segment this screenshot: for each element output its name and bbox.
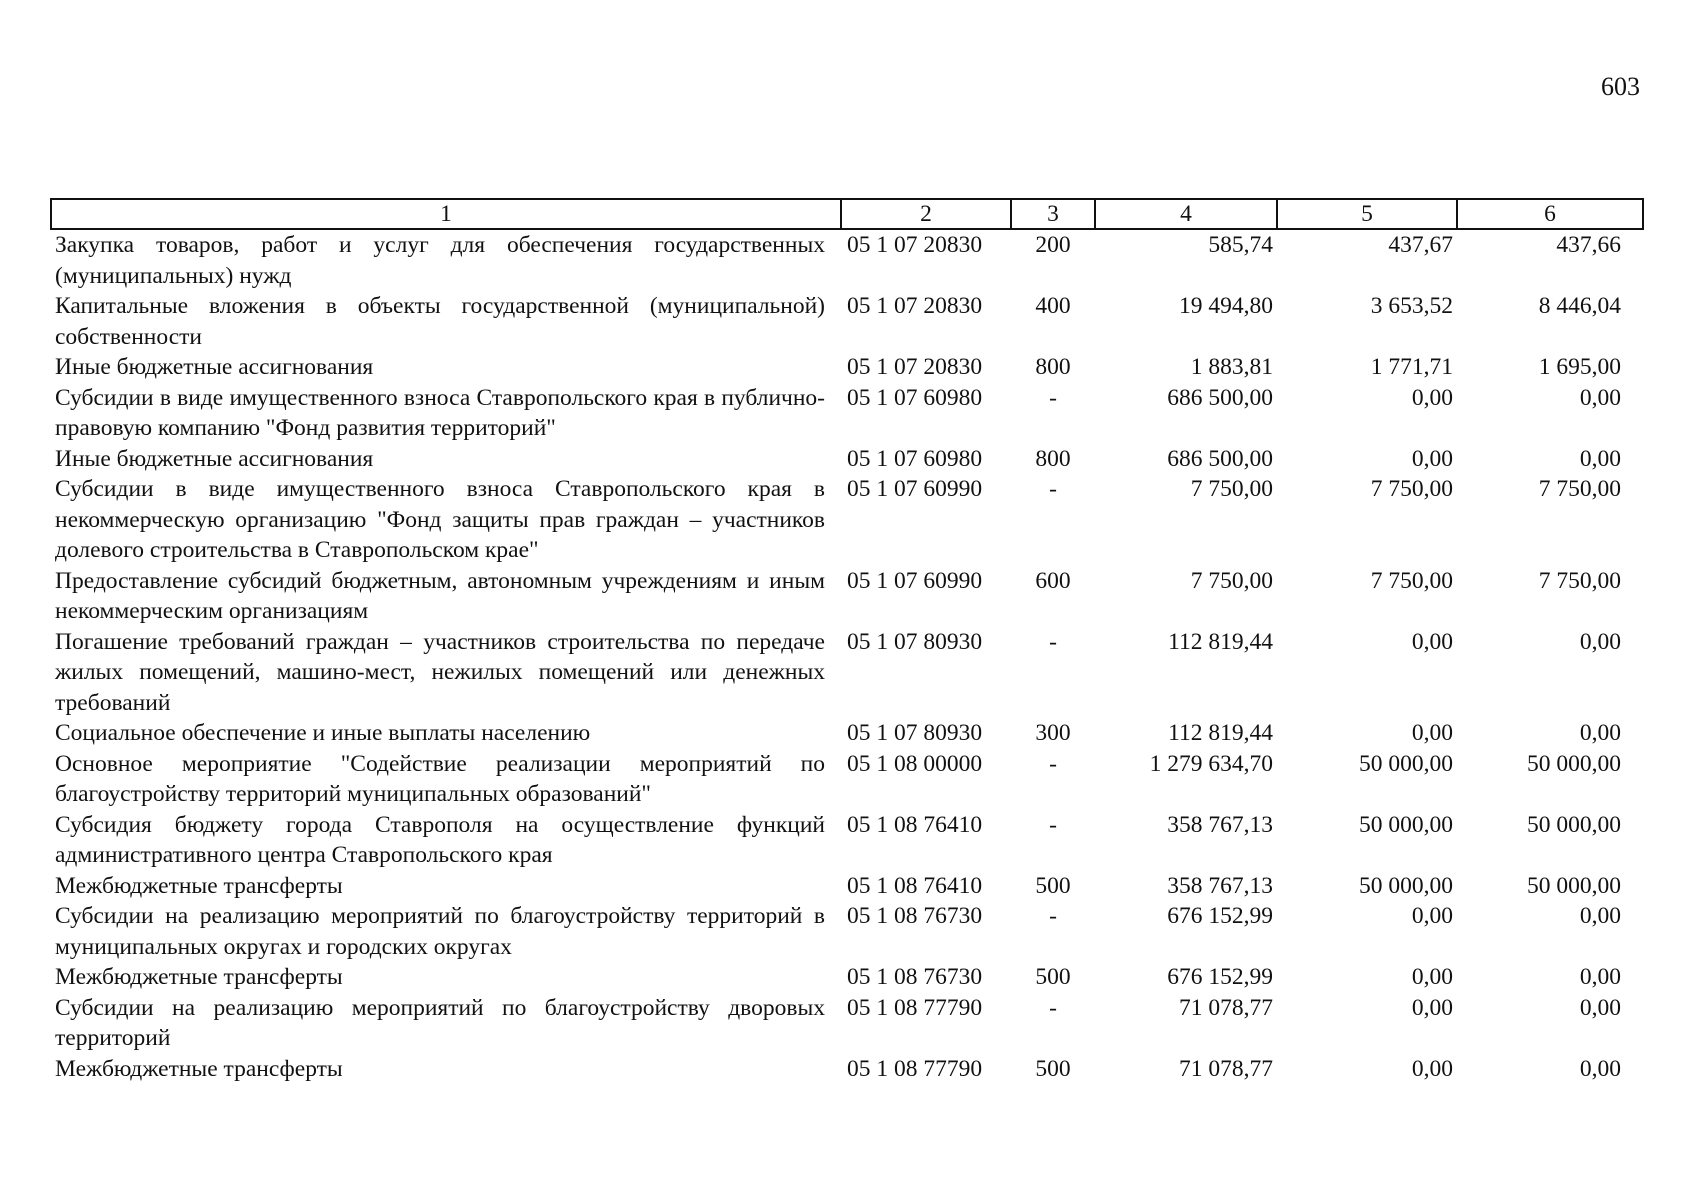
row-expense-type: 500	[1035, 872, 1071, 899]
row-amount-col-5: 7 750,00	[1370, 567, 1453, 594]
row-classification-code: 05 1 07 20830	[847, 293, 983, 319]
row-amount-col-4: 71 078,77	[1179, 1055, 1273, 1082]
row-classification-code: 05 1 08 76730	[847, 964, 983, 990]
header-col-4: 4	[1095, 199, 1277, 229]
row-amount-col-5: 1 771,71	[1370, 354, 1453, 380]
row-amount-col-4: 112 819,44	[1168, 720, 1273, 746]
budget-table	[50, 198, 1644, 1084]
header-col-3: 3	[1011, 199, 1095, 229]
row-description: Межбюджетные трансферты	[55, 964, 343, 990]
table-row	[51, 444, 1643, 475]
row-expense-type: -	[1049, 903, 1057, 929]
row-classification-code: 05 1 08 77790	[847, 994, 983, 1021]
row-amount-col-4: 585,74	[1208, 232, 1273, 258]
table-row	[51, 352, 1643, 383]
row-amount-col-4: 676 152,99	[1167, 964, 1273, 990]
table-row	[51, 1054, 1643, 1085]
row-classification-code: 05 1 08 76410	[847, 872, 983, 899]
row-description: Капитальные вложения в объекты государственной (муниципальной) собственности	[55, 293, 825, 350]
row-amount-col-5: 0,00	[1411, 903, 1453, 929]
row-classification-code: 05 1 07 60980	[847, 384, 983, 411]
row-description: Межбюджетные трансферты	[55, 1055, 343, 1082]
row-classification-code: 05 1 07 60990	[847, 476, 983, 502]
row-amount-col-6: 7 750,00	[1538, 567, 1621, 594]
row-description: Закупка товаров, работ и услуг для обеспечения государственных (муниципальных) нужд	[55, 232, 825, 289]
row-description: Иные бюджетные ассигнования	[55, 445, 374, 472]
page-number: 603	[1601, 72, 1640, 101]
row-expense-type: 300	[1035, 720, 1071, 746]
row-description: Основное мероприятие "Содействие реализации мероприятий по благоустройству территорий муниципальных образований"	[55, 750, 825, 807]
row-amount-col-5: 50 000,00	[1359, 750, 1453, 777]
row-amount-col-4: 686 500,00	[1167, 384, 1273, 411]
row-expense-type: -	[1049, 384, 1057, 411]
row-expense-type: 600	[1035, 567, 1071, 594]
row-amount-col-6: 0,00	[1579, 628, 1621, 655]
row-amount-col-4: 1 279 634,70	[1149, 750, 1273, 777]
row-amount-col-4: 7 750,00	[1190, 567, 1273, 594]
header-row	[51, 199, 1643, 229]
row-expense-type: -	[1049, 476, 1057, 502]
row-description: Межбюджетные трансферты	[55, 872, 343, 899]
row-expense-type: -	[1049, 628, 1057, 655]
header-col-5: 5	[1277, 199, 1457, 229]
table-row	[51, 718, 1643, 749]
row-amount-col-5: 0,00	[1411, 720, 1453, 746]
row-classification-code: 05 1 08 77790	[847, 1055, 983, 1082]
row-expense-type: 400	[1035, 293, 1071, 319]
row-amount-col-6: 7 750,00	[1538, 476, 1621, 502]
row-amount-col-6: 0,00	[1579, 384, 1621, 411]
row-description: Субсидии на реализацию мероприятий по благоустройству дворовых территорий	[55, 994, 825, 1051]
row-amount-col-6: 50 000,00	[1527, 872, 1621, 899]
row-amount-col-6: 437,66	[1556, 232, 1621, 258]
row-description: Субсидия бюджету города Ставрополя на осуществление функций административного центра Ставропольского края	[55, 811, 825, 868]
row-amount-col-5: 7 750,00	[1370, 476, 1453, 502]
row-amount-col-6: 0,00	[1579, 994, 1621, 1021]
row-classification-code: 05 1 08 00000	[847, 750, 983, 777]
row-description: Субсидии в виде имущественного взноса Ставропольского края в публично-правовую компанию "Фонд развития территорий"	[55, 384, 825, 441]
table-row	[51, 901, 1643, 962]
row-expense-type: 500	[1035, 1055, 1071, 1082]
row-amount-col-4: 1 883,81	[1190, 354, 1273, 380]
row-amount-col-6: 0,00	[1579, 720, 1621, 746]
row-amount-col-4: 676 152,99	[1167, 903, 1273, 929]
row-description: Социальное обеспечение и иные выплаты населению	[55, 720, 591, 746]
row-amount-col-4: 7 750,00	[1190, 476, 1273, 502]
row-classification-code: 05 1 07 20830	[847, 354, 983, 380]
row-amount-col-5: 0,00	[1411, 384, 1453, 411]
row-amount-col-6: 0,00	[1579, 964, 1621, 990]
table-row	[51, 810, 1643, 871]
row-amount-col-5: 0,00	[1411, 628, 1453, 655]
row-amount-col-6: 0,00	[1579, 1055, 1621, 1082]
row-description: Субсидии на реализацию мероприятий по благоустройству территорий в муниципальных округах и городских округах	[55, 903, 825, 960]
row-description: Погашение требований граждан – участников строительства по передаче жилых помещений, машино-мест, нежилых помещений или денежных требований	[55, 628, 825, 716]
row-amount-col-6: 0,00	[1579, 903, 1621, 929]
table-row	[51, 229, 1643, 291]
row-amount-col-5: 0,00	[1411, 994, 1453, 1021]
row-expense-type: -	[1049, 994, 1057, 1021]
row-expense-type: 500	[1035, 964, 1071, 990]
table-row	[51, 749, 1643, 810]
row-amount-col-6: 50 000,00	[1527, 750, 1621, 777]
row-amount-col-6: 8 446,04	[1538, 293, 1621, 319]
row-classification-code: 05 1 07 20830	[847, 232, 983, 258]
row-classification-code: 05 1 07 80930	[847, 720, 983, 746]
row-amount-col-4: 686 500,00	[1167, 445, 1273, 472]
header-col-1: 1	[51, 199, 841, 229]
row-classification-code: 05 1 08 76410	[847, 811, 983, 838]
row-amount-col-4: 112 819,44	[1168, 628, 1273, 655]
row-expense-type: 800	[1035, 354, 1071, 380]
table-row	[51, 291, 1643, 352]
row-amount-col-5: 0,00	[1411, 964, 1453, 990]
row-description: Иные бюджетные ассигнования	[55, 354, 374, 380]
row-expense-type: -	[1049, 750, 1057, 777]
row-amount-col-5: 437,67	[1388, 232, 1453, 258]
table-row	[51, 993, 1643, 1054]
row-classification-code: 05 1 08 76730	[847, 903, 983, 929]
row-amount-col-6: 1 695,00	[1538, 354, 1621, 380]
row-expense-type: -	[1049, 811, 1057, 838]
row-expense-type: 200	[1035, 232, 1071, 258]
row-amount-col-5: 50 000,00	[1359, 872, 1453, 899]
row-amount-col-4: 358 767,13	[1167, 811, 1273, 838]
table-row	[51, 566, 1643, 627]
row-classification-code: 05 1 07 60990	[847, 567, 983, 594]
table-row	[51, 962, 1643, 993]
row-amount-col-6: 50 000,00	[1527, 811, 1621, 838]
row-expense-type: 800	[1035, 445, 1071, 472]
row-amount-col-4: 71 078,77	[1179, 994, 1273, 1021]
row-amount-col-6: 0,00	[1579, 445, 1621, 472]
row-amount-col-5: 50 000,00	[1359, 811, 1453, 838]
header-col-2: 2	[841, 199, 1011, 229]
row-amount-col-4: 19 494,80	[1179, 293, 1273, 319]
table-row	[51, 627, 1643, 719]
table-body	[51, 229, 1643, 1084]
table-row	[51, 871, 1643, 902]
row-amount-col-4: 358 767,13	[1167, 872, 1273, 899]
row-amount-col-5: 0,00	[1411, 445, 1453, 472]
table-header	[51, 199, 1643, 229]
row-classification-code: 05 1 07 80930	[847, 628, 983, 655]
table-row	[51, 383, 1643, 444]
row-description: Предоставление субсидий бюджетным, автономным учреждениям и иным некоммерческим организациям	[55, 567, 825, 624]
table-row	[51, 474, 1643, 566]
row-amount-col-5: 3 653,52	[1370, 293, 1453, 319]
row-description: Субсидии в виде имущественного взноса Ставропольского края в некоммерческую организацию "Фонд защиты прав граждан – участников долевого строительства в Ставропольском крае"	[55, 476, 825, 563]
row-amount-col-5: 0,00	[1411, 1055, 1453, 1082]
header-col-6: 6	[1457, 199, 1643, 229]
row-classification-code: 05 1 07 60980	[847, 445, 983, 472]
